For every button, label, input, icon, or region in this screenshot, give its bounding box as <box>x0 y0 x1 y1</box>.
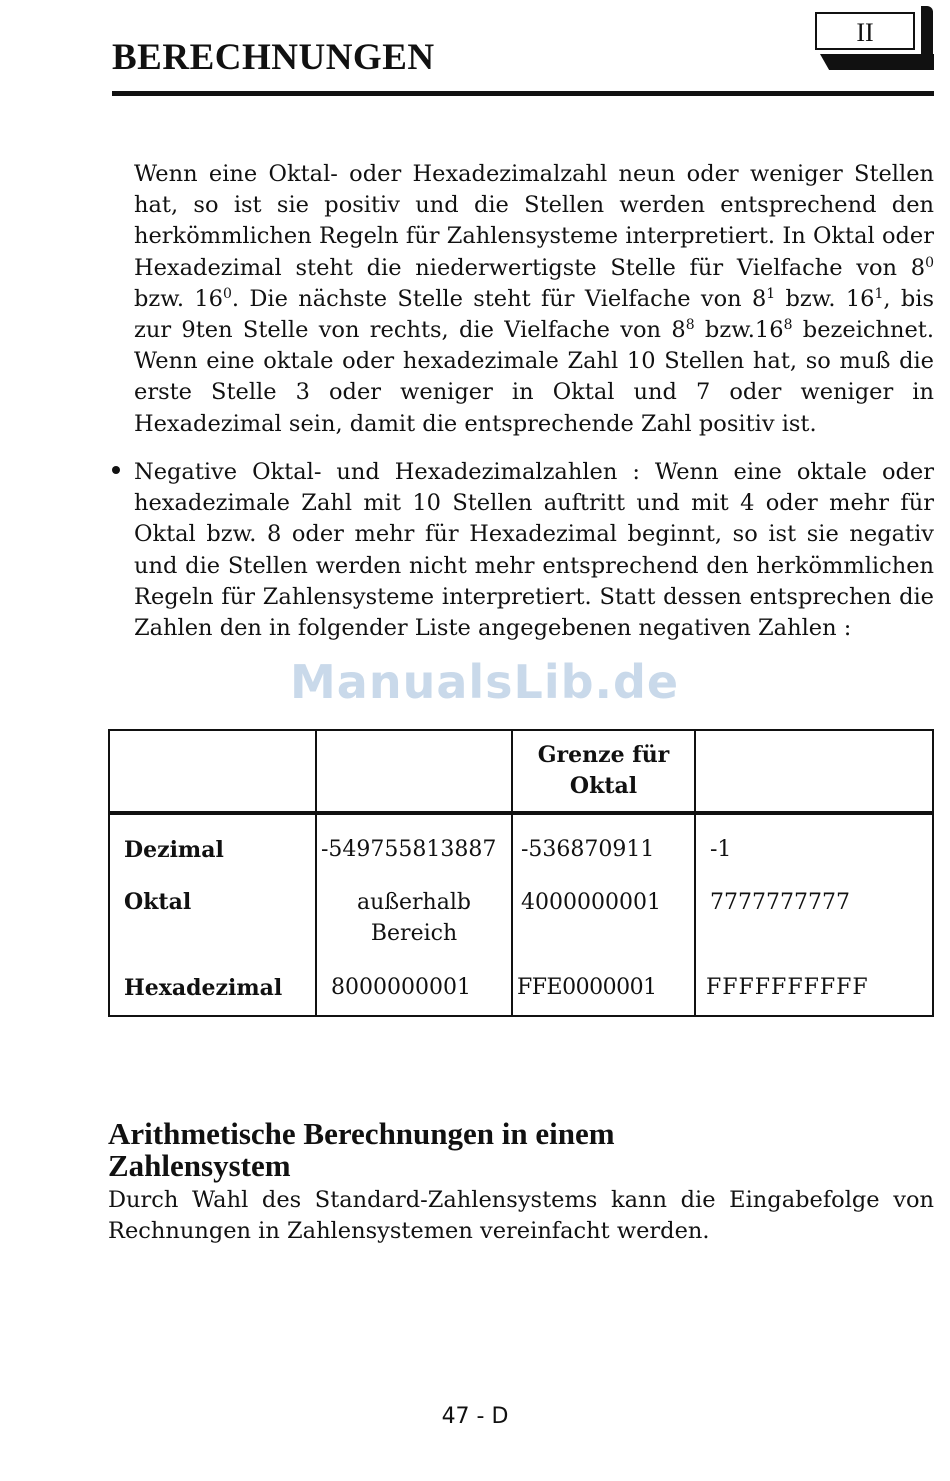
row-label-hexadezimal: Hexadezimal <box>109 973 316 1016</box>
table-header-cell <box>695 730 933 813</box>
section-heading <box>108 1118 615 1182</box>
section-body: Durch Wahl des Standard-Zahlensystems kann die Eingabefolge von Rechnungen in Zahlensystemen vereinfacht werden. <box>108 1187 934 1245</box>
table-row <box>109 973 933 1016</box>
table-cell: 4000000001 <box>512 877 695 973</box>
paragraph-positive-numbers: Wenn eine Oktal- oder Hexadezimalzahl neun oder weniger Stellen hat, so ist sie positiv und die Stellen werden entsprechend den herkömmlichen Regeln für Zahlensysteme interpretiert. In Oktal oder Hexadezimal steht die niederwertigste Stelle für Vielfache von $8^0$ bzw. $16^0$. Die nächste Stelle steht für Vielfache von $8^1$ bzw. $16^1$, bis zur 9ten Stelle von rechts, die Vielfache von $8^8$ $bzw.16^8$ bezeichnet. Wenn eine oktale oder hexadezimale Zahl 10 Stellen hat, so muß die erste Stelle 3 oder weniger in Oktal und 7 oder weniger in Hexadezimal sein, damit die entsprechende Zahl positiv ist. <box>134 161 935 437</box>
table-cell: 8000000001 <box>316 973 512 1016</box>
table-cell: FFFFFFFFFF <box>695 973 933 1016</box>
table-header-row <box>109 730 933 813</box>
table-cell: außerhalb Bereich <box>316 877 512 973</box>
number-limits-table <box>108 729 934 1017</box>
table-header-cell <box>316 730 512 813</box>
section-badge: II <box>815 12 915 50</box>
row-label-dezimal: Dezimal <box>109 813 316 877</box>
table-cell: 7777777777 <box>695 877 933 973</box>
row-label-oktal: Oktal <box>109 877 316 973</box>
header-rule <box>112 91 934 96</box>
table-header-cell <box>109 730 316 813</box>
section-heading-line2: Zahlensystem <box>108 1148 291 1183</box>
table-cell: FFE0000001 <box>512 973 695 1016</box>
bullet-icon <box>112 466 120 474</box>
page-number: 47 - D <box>441 1404 509 1429</box>
section-badge-shadow-bottom <box>820 54 934 70</box>
table-row <box>109 877 933 973</box>
table-row <box>109 813 933 877</box>
section-heading-line1: Arithmetische Berechnungen in einem <box>108 1116 615 1151</box>
table-cell: -536870911 <box>512 813 695 877</box>
table-header-cell: Grenze für Oktal <box>512 730 695 813</box>
watermark: ManualsLib.de <box>290 655 680 709</box>
table-cell: -1 <box>695 813 933 877</box>
page-header-title: BERECHNUNGEN <box>112 37 435 78</box>
table-cell: -549755813887 <box>316 813 512 877</box>
paragraph-negative-numbers: Negative Oktal- und Hexadezimalzahlen : Wenn eine oktale oder hexadezimale Zahl mit 10 Stellen auftritt und mit 4 oder mehr für Oktal bzw. 8 oder mehr für Hexadezimal beginnt, so ist sie negativ und die Stellen werden nicht mehr entsprechend den herkömmlichen Regeln für Zahlensysteme interpretiert. Statt dessen entsprechen die Zahlen den in folgender Liste angegebenen negativen Zahlen : <box>134 459 934 642</box>
